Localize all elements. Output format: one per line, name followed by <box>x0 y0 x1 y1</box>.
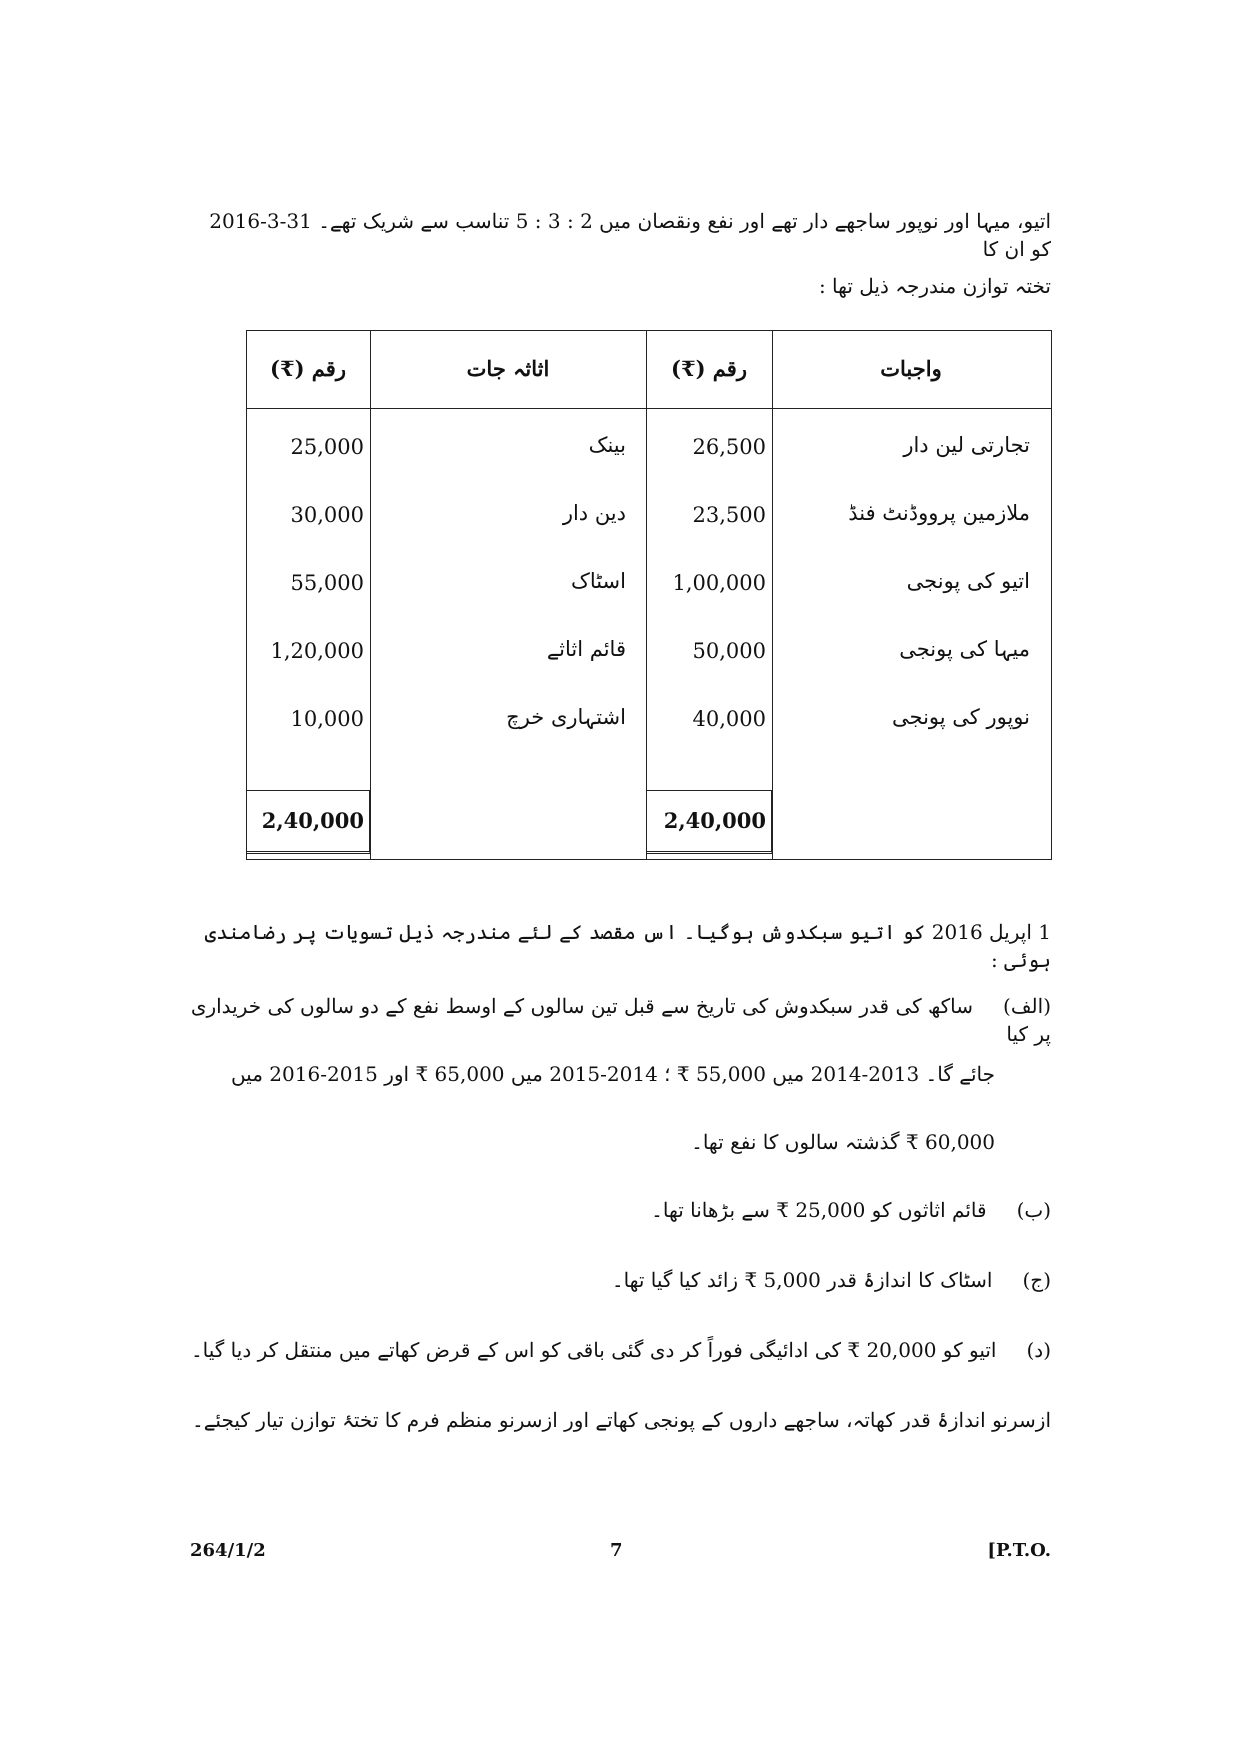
item-marker: (ب) <box>1016 1198 1051 1222</box>
asset-label-bank: بینک <box>588 433 626 457</box>
asset-total: 2,40,000 <box>261 808 364 833</box>
asset-amount-stock: 55,000 <box>290 571 364 595</box>
asset-label-advertisement: اشتہاری خرچ <box>506 705 626 729</box>
item-text-line: اسٹاک کا اندازۂ قدر 5,000 ₹ زائد کیا گیا تھا۔ <box>611 1268 993 1292</box>
liab-amount-nupur-capital: 40,000 <box>692 707 766 731</box>
item-marker: (د) <box>1026 1338 1051 1362</box>
liab-amount-atiyu-capital: 1,00,000 <box>672 571 766 595</box>
liab-amount-epf: 23,500 <box>692 503 766 527</box>
question-instruction: ازسرنو اندازۂ قدر کھاتہ، ساجھے داروں کے پونجی کھاتے اور ازسرنو منظم فرم کا تختۂ توازن تیار کیجئے۔ <box>191 1408 1051 1432</box>
question-intro-line1: اتیو، میہا اور نوپور ساجھے دار تھے اور نفع ونقصان میں 2 : 3 : 5 تناسب سے شریک تھے۔ 31-3-2016 کو ان کا <box>209 209 1051 261</box>
liab-label-atiyu-capital: اتیو کی پونجی <box>906 569 1030 593</box>
adjustment-item-c <box>190 1266 1051 1294</box>
liab-label-epf: ملازمین پرووڈنٹ فنڈ <box>848 501 1030 525</box>
adjustment-item-b <box>190 1196 1051 1224</box>
asset-label-fixed-assets: قائم اثاثے <box>546 637 626 661</box>
adjustment-item-a-line2: جائے گا۔ 2013-2014 میں 55,000 ₹ ؛ 2014-2015 میں 65,000 ₹ اور 2015-2016 میں <box>230 1062 995 1086</box>
item-marker: (ج) <box>1022 1268 1051 1292</box>
item-text-line: اتیو کو 20,000 ₹ کی ادائیگی فوراً کر دی گئی باقی کو اس کے قرض کھاتے میں منتقل کر دیا گیا۔ <box>190 1338 997 1362</box>
asset-amount-fixed-assets: 1,20,000 <box>270 639 364 663</box>
asset-amount-debtors: 30,000 <box>290 503 364 527</box>
retirement-intro: 1 اپریل 2016 کو اتیو سبکدوش ہوگیا۔ اس مقصد کے لئے مندرجہ ذیل تسویات پر رضامندی ہوئی : <box>204 920 1051 972</box>
liab-total: 2,40,000 <box>663 808 766 833</box>
liab-label-nupur-capital: نوپور کی پونجی <box>892 705 1030 729</box>
liab-amount-miha-capital: 50,000 <box>692 639 766 663</box>
adjustment-item-d <box>190 1336 1051 1364</box>
header-liab-amount: رقم (₹) <box>671 356 747 381</box>
question-intro-line2: تختہ توازن مندرجہ ذیل تھا : <box>818 274 1051 298</box>
asset-label-stock: اسٹاک <box>571 569 626 593</box>
liab-label-creditors: تجارتی لین دار <box>903 433 1030 457</box>
item-marker: (الف) <box>1003 994 1051 1018</box>
header-liabilities: واجبات <box>880 356 942 381</box>
paper-code: 264/1/2 <box>190 1540 266 1561</box>
liab-amount-creditors: 26,500 <box>692 435 766 459</box>
adjustment-item-a <box>190 992 1051 1048</box>
pto-label: [P.T.O. <box>987 1540 1051 1561</box>
item-text-line: قائم اثاثوں کو 25,000 ₹ سے بڑھانا تھا۔ <box>651 1198 987 1222</box>
asset-amount-advertisement: 10,000 <box>290 707 364 731</box>
header-asset-amount: رقم (₹) <box>270 356 346 381</box>
item-text-line: ساکھ کی قدر سبکدوش کی تاریخ سے قبل تین سالوں کے اوسط نفع کے دو سالوں کی خریداری پر کیا <box>190 994 1051 1046</box>
balance-sheet-table <box>246 330 1052 860</box>
liab-label-miha-capital: میہا کی پونجی <box>899 637 1030 661</box>
page-number: 7 <box>610 1540 623 1561</box>
header-assets: اثاثہ جات <box>466 356 550 381</box>
asset-amount-bank: 25,000 <box>290 435 364 459</box>
asset-label-debtors: دین دار <box>562 501 626 525</box>
header-divider <box>246 408 1052 409</box>
adjustment-item-a-line3: 60,000 ₹ گذشتہ سالوں کا نفع تھا۔ <box>691 1130 995 1154</box>
